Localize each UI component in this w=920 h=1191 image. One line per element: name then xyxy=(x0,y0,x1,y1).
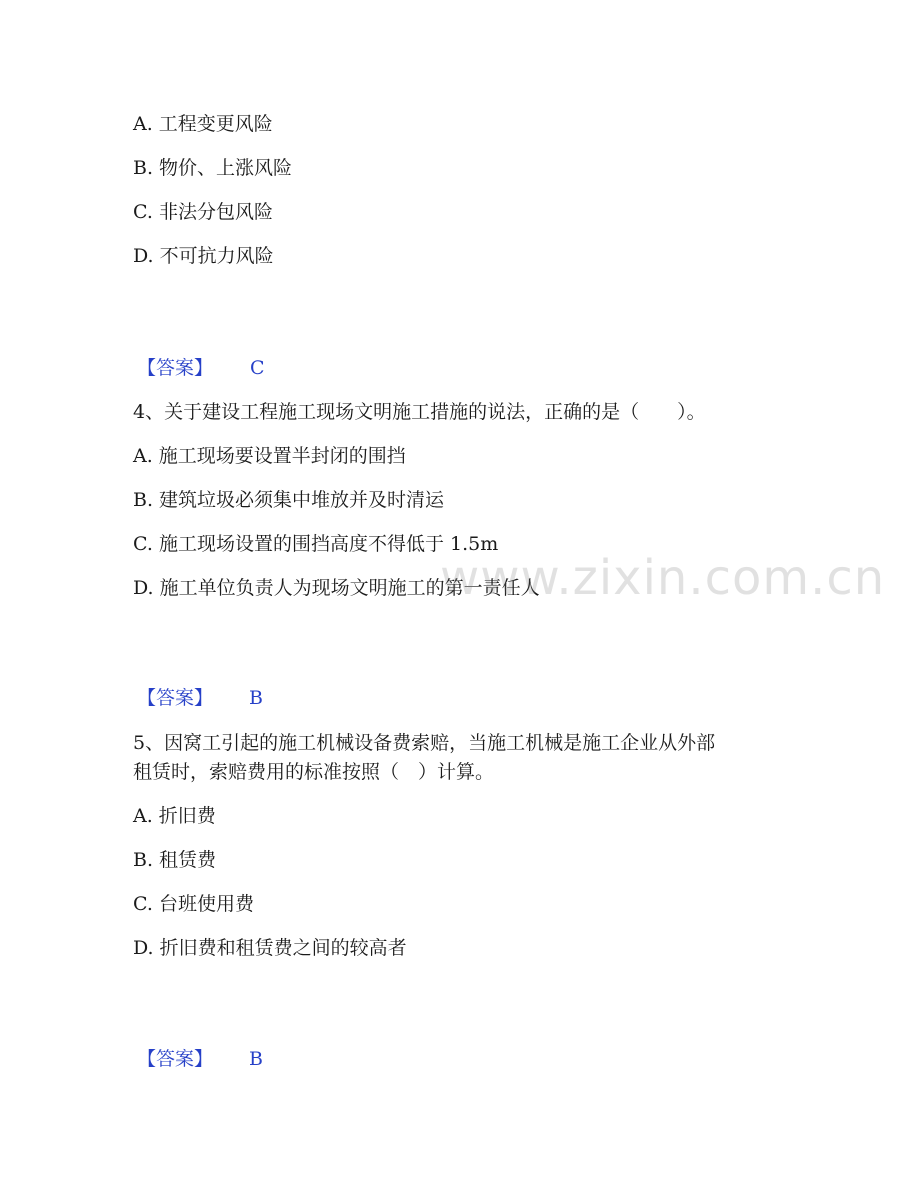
q5-answer-label: 【答案】 xyxy=(137,1048,214,1070)
q5-option-c: C. 台班使用费 xyxy=(133,893,254,915)
q4-option-d: D. 施工单位负责人为现场文明施工的第一责任人 xyxy=(133,577,540,599)
q5-stem-line2: 租赁时，索赔费用的标准按照（ ）计算。 xyxy=(133,761,495,783)
q4-option-a: A. 施工现场要设置半封闭的围挡 xyxy=(133,445,406,467)
q3-option-b: B. 物价、上涨风险 xyxy=(133,157,293,179)
q3-option-c: C. 非法分包风险 xyxy=(133,201,273,223)
q3-answer-label: 【答案】 xyxy=(137,357,214,379)
q4-answer-value: B xyxy=(249,687,263,709)
q3-option-a: A. 工程变更风险 xyxy=(133,113,273,135)
q4-option-c: C. 施工现场设置的围挡高度不得低于 1.5m xyxy=(133,533,499,555)
q3-option-d: D. 不可抗力风险 xyxy=(133,245,274,267)
q4-stem: 4、关于建设工程施工现场文明施工措施的说法，正确的是（ ）。 xyxy=(133,401,706,423)
q5-option-d: D. 折旧费和租赁费之间的较高者 xyxy=(133,937,407,959)
q5-answer-value: B xyxy=(249,1048,263,1070)
q5-option-b: B. 租赁费 xyxy=(133,849,217,871)
q4-answer-label: 【答案】 xyxy=(137,687,214,709)
q4-option-b: B. 建筑垃圾必须集中堆放并及时清运 xyxy=(133,489,445,511)
q3-answer-value: C xyxy=(250,357,265,379)
watermark-logo: www.zixin.com.cn xyxy=(440,550,886,606)
q5-stem-line1: 5、因窝工引起的施工机械设备费索赔，当施工机械是施工企业从外部 xyxy=(133,732,716,754)
q5-option-a: A. 折旧费 xyxy=(133,805,216,827)
